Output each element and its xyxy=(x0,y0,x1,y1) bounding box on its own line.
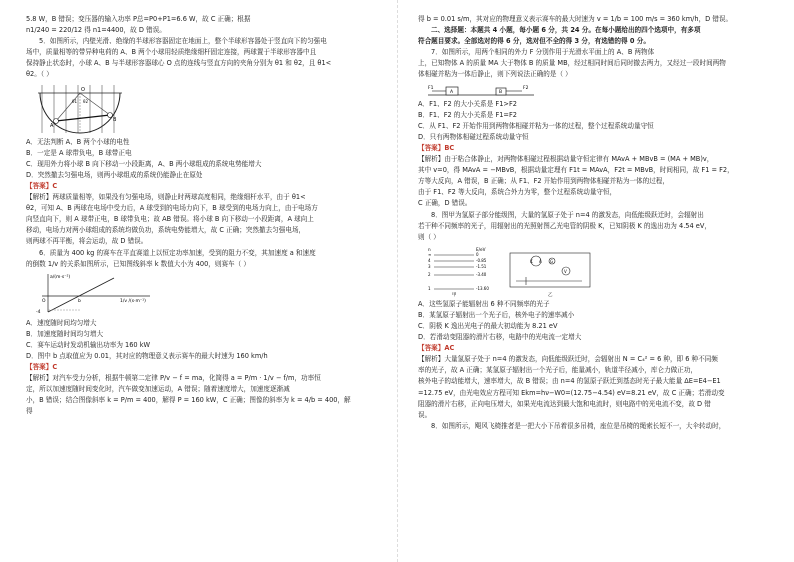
option-a: A．这些氢原子能辐射出 6 种不同频率的光子 xyxy=(418,299,550,308)
block-b-label: B xyxy=(499,89,503,95)
question-stem: 8．如图所示，飓风飞椅推者是一把大小下吊着很多吊椅，座位是吊椅的绳索长短不一，大伞转动时， xyxy=(431,421,726,430)
analysis-line: 则两球不再平衡，将会运动，故 D 错误。 xyxy=(26,237,148,246)
label-o: O xyxy=(81,86,85,93)
right-column xyxy=(418,14,758,432)
b-label: b xyxy=(78,298,81,304)
text-line: 场中，质量相等的带异种电荷的 A、B 两个小球用轻质绝缘细杆固定连接，两球置于半球形容器中且 xyxy=(26,48,317,57)
label-b: B xyxy=(113,116,117,123)
option-b: B．加速度随时间均匀增大 xyxy=(26,329,104,338)
answer-label: 【答案】AC xyxy=(418,344,455,353)
option-d: D．突然撤去匀强电场，则两小球组成的系统仍能静止在原处 xyxy=(26,170,203,179)
analysis-line: 【解析】大量氢原子处于 n=4 的激发态，向低能级跃迁时，会辐射出 N = C₄² = 6 种，即 6 种不同频 xyxy=(418,355,718,364)
blocks-diagram xyxy=(426,83,536,97)
text-line: 保持静止状态时，小球 A、B 与半球形容器球心 O 点的连线与竖直方向的夹角分别为 θ1 和 θ2，且 θ1< xyxy=(26,59,332,68)
option-b: B．一定是 A 球带负电，B 球带正电 xyxy=(26,148,132,157)
option-b: B．F1、F2 的大小关系是 F1=F2 xyxy=(418,110,517,119)
k-label: K xyxy=(530,258,533,264)
origin-label: O xyxy=(42,298,46,304)
analysis-line: 由于 F1、F2 等大反向，系统合外力为零，整个过程系统动量守恒， xyxy=(418,188,617,197)
analysis-line: 【解析】两球质量相等，如果没有匀强电场，则静止时两球高度相同，绝缘细杆水平，由于 θ1< xyxy=(26,193,306,202)
answer-label: 【答案】C xyxy=(26,181,58,190)
analysis-line: =12.75 eV，由光电效应方程可知 Ekm=hν−W0=(12.75−4.54) eV=8.21 eV，故 C 正确；若滑动变 xyxy=(418,388,725,397)
analysis-line: C 正确，D 错误。 xyxy=(418,199,472,208)
question-5-stem: 5．如图所示，内壁光滑、绝缘的半球形容器固定在地面上，整个半球形容器处于竖直向下的匀强电 xyxy=(39,37,327,46)
analysis-line: 得 xyxy=(26,407,33,416)
analysis-line: 阻器的滑片右移，正向电压增大，如果光电流达到最大饱和电流时，则电路中的光电流不变，故 D 错 xyxy=(418,399,711,408)
level-n: 2 xyxy=(428,271,431,277)
energy-level-diagram xyxy=(426,245,596,297)
y-axis-label: a/(m·s⁻²) xyxy=(50,274,71,280)
intercept-label: -4 xyxy=(36,309,41,315)
option-c: C．阴极 K 逸出光电子的最大初动能为 8.21 eV xyxy=(418,321,558,330)
text-line: n1/240 = 220/12 得 n1=4400，故 D 错误。 xyxy=(26,26,166,35)
analysis-line: 【解析】由于粘合体静止，对两物体相碰过程根据动量守恒定律有 MAvA + MBvB = (MA + MB)v， xyxy=(418,155,714,164)
option-c: C．赛车运动时发动机输出功率为 160 kW xyxy=(26,340,151,349)
text-line: 上，已知物体 A 的质量 MA 大于物体 B 的质量 MB，经过相同时间后同时撤去两力，又经过一段时间两物 xyxy=(418,59,726,68)
analysis-line: 误。 xyxy=(418,410,432,419)
left-column xyxy=(26,14,366,418)
voltmeter-label: V xyxy=(564,268,567,274)
option-a: A．速度随时间均匀增大 xyxy=(26,318,97,327)
text-line: 若干种不同频率的光子，用辐射出的光照射图乙光电管的阴极 K，已知阴极 K 的逸出功为 4.54 eV， xyxy=(418,221,711,230)
f1-label: F1 xyxy=(428,85,434,91)
option-d: D．图中 b 点取值应为 0.01，其对应的物理意义表示赛车的最大时速为 160 km/h xyxy=(26,351,268,360)
question-6-stem: 6．质量为 400 kg 的赛车在平直赛道上以恒定功率加速，受到的阻力不变，其加速度 a 和速度 xyxy=(39,248,316,257)
level-e: 0 xyxy=(476,251,479,257)
level-e: -3.40 xyxy=(476,271,487,277)
question-7-stem: 7．如图所示，用两个相同的外力 F 分别作用于光滑水平面上的 A、B 两物体 xyxy=(431,48,655,57)
x-axis-label: 1/v /(s·m⁻¹) xyxy=(120,298,146,304)
f2-label: F2 xyxy=(523,85,529,91)
label-a: A xyxy=(50,122,54,129)
analysis-line: 移动，电场力对两小球组成的系统均做负功，系统电势能增大，故 C 正确；突然撤去匀强电场， xyxy=(26,226,306,235)
figure-blocks xyxy=(426,83,536,97)
label-theta2: θ2 xyxy=(83,98,88,104)
figure-energy-levels-and-phototube xyxy=(426,245,596,297)
level-n: 4 xyxy=(428,257,431,263)
section-heading: 二、选择题：本题共 4 小题，每小题 6 分，共 24 分。在每小题给出的四个选项中，有多项 xyxy=(431,26,701,35)
text-line: 得 b = 0.01 s/m，其对应的物理意义表示赛车的最大时速为 v = 1/b = 100 m/s = 360 km/h，D 错误。 xyxy=(418,15,733,23)
option-c: C．从 F1、F2 开始作用到两物体相碰并粘为一体的过程，整个过程系统动量守恒 xyxy=(418,121,654,130)
question-8-stem: 8．图甲为氢原子部分能级图，大量的氢原子处于 n=4 的激发态，向低能级跃迁时，会辐射出 xyxy=(431,210,704,219)
analysis-line: 向竖直向下，则 A 球带正电，B 球带负电；故 AB 错误。将小球 B 向下移动一小段距离，A 球向上 xyxy=(26,215,314,224)
option-a: A．F1、F2 的大小关系是 F1>F2 xyxy=(418,99,517,108)
figure-a-vs-inv-v xyxy=(34,272,154,316)
caption-yi: 乙 xyxy=(548,292,553,297)
level-n: 3 xyxy=(428,263,431,269)
n-header: n xyxy=(428,246,431,252)
level-n: 1 xyxy=(428,285,431,291)
level-e: -1.51 xyxy=(476,263,487,269)
text-line: 体相碰并粘为一体后静止，则下列说法正确的是（ ） xyxy=(418,70,572,79)
figure-hemisphere xyxy=(34,83,126,135)
page-fold xyxy=(397,0,398,562)
analysis-line: 小，B 错误；结合图像斜率 k = P/m = 400，解得 P = 160 kW，C 正确；图像的斜率为 k = 4/b = 400，解 xyxy=(26,396,351,405)
label-theta1: θ1 xyxy=(72,98,77,104)
e-header: E/eV xyxy=(476,246,486,252)
section-heading: 符合题目要求。全部选对的得 6 分，选对但不全的得 3 分，有选错的得 0 分。 xyxy=(418,37,650,46)
analysis-line: 定，所以加速度随时间变化时，汽车做变加速运动，A 错误；随着速度增大，加速度逐渐减 xyxy=(26,385,290,394)
option-c: C．现用外力将小球 B 向下移动一小段距离，A、B 两小球组成的系统电势能增大 xyxy=(26,159,262,168)
answer-label: 【答案】BC xyxy=(418,143,455,152)
text-line: 的倒数 1/v 的关系如图所示，已知图线斜率 k 数值大小为 400，则赛车（ ） xyxy=(26,259,250,268)
analysis-line: 【解析】对汽车受力分析，根据牛顿第二定律 P/v − f = ma，化简得 a = P/m · 1/v − f/m，功率恒 xyxy=(26,374,321,383)
text-line: θ2。（ ） xyxy=(26,70,53,79)
level-n: ∞ xyxy=(428,251,432,257)
analysis-line: 其中 v=0，得 MAvA = −MBvB，根据动量定理有 F1t = MAvA，F2t = MBvB，时间相同，故 F1 = F2， xyxy=(418,166,734,175)
analysis-line: θ2，可知 A、B 两球在电场中受力后，A 球受到的电场力向下，B 球受到的电场力向上，由于电场方 xyxy=(26,204,318,213)
option-d: D．只有两物体相碰过程系统动量守恒 xyxy=(418,132,529,141)
answer-label: 【答案】C xyxy=(26,363,58,372)
level-e: -13.60 xyxy=(476,285,489,291)
text-line: 5.8 W，B 错误；变压器的输入功率 P总=P0+P1=6.6 W，故 C 正确；根据 xyxy=(26,15,251,23)
block-a-label: A xyxy=(450,89,454,95)
hemisphere-diagram xyxy=(34,83,126,135)
level-e: -0.85 xyxy=(476,257,487,263)
option-d: D．若滑动变阻器的滑片右移，电路中的光电流一定增大 xyxy=(418,333,582,342)
analysis-line: 方等大反向，A 错误，B 正确；从 F1、F2 开始作用到两物体相碰并粘为一体的过程， xyxy=(418,177,669,186)
a-inv-v-graph xyxy=(34,272,154,316)
option-b: B．某氢原子辐射出一个光子后，核外电子的速率减小 xyxy=(418,310,575,319)
analysis-line: 核外电子的动能增大，速率增大，故 B 错误；由 n=4 的氢原子跃迁到基态时光子最大能量 ΔE=E4−E1 xyxy=(418,377,721,386)
text-line: 则（ ） xyxy=(418,232,440,241)
a-label: A xyxy=(539,258,542,264)
analysis-line: 率的光子，故 A 正确；某氢原子辐射出一个光子后，能量减小，轨道半径减小，库仑力做正功， xyxy=(418,366,698,375)
caption-jia: 甲 xyxy=(452,292,457,297)
galvanometer-label: G xyxy=(550,258,554,264)
option-a: A．无法判断 A、B 两个小球的电性 xyxy=(26,137,130,146)
